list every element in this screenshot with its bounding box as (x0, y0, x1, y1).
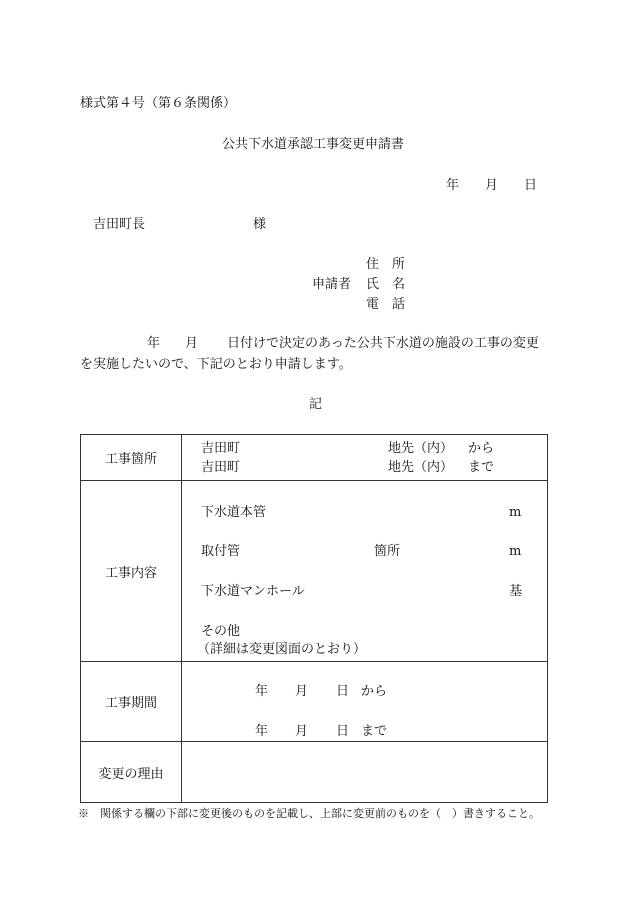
connector-label: 取付管 (201, 544, 241, 559)
period-end-day: 日 (336, 724, 350, 739)
period-start-month: 月 (295, 684, 309, 699)
period-end-month: 月 (295, 724, 309, 739)
main-pipe-label: 下水道本管 (201, 505, 267, 520)
applicant-name-label: 氏 名 (366, 277, 406, 292)
reason-label: 変更の理由 (81, 742, 182, 803)
ki-heading: 記 (309, 397, 323, 412)
other-note: （詳細は変更図面のとおり） (197, 642, 367, 657)
reason-cell[interactable] (182, 742, 548, 803)
document-title: 公共下水道承認工事変更申請書 (222, 137, 405, 152)
period-start-year: 年 (255, 684, 269, 699)
applicant-phone-label: 電 話 (366, 297, 406, 312)
date-year: 年 (446, 178, 460, 193)
period-end-year: 年 (255, 724, 269, 739)
body-year: 年 (147, 336, 161, 351)
applicant-address-label: 住 所 (366, 257, 406, 272)
row-reason (81, 742, 548, 803)
location-town-from: 吉田町 (201, 441, 241, 456)
row-location (81, 435, 548, 481)
addressee: 吉田町長 (93, 217, 146, 232)
period-to: まで (361, 724, 388, 739)
applicant-label: 申請者 (312, 277, 352, 292)
period-from: から (361, 684, 388, 699)
date-day: 日 (524, 178, 538, 193)
manhole-unit: 基 (509, 584, 523, 599)
location-to: まで (468, 460, 495, 475)
footnote: ※ 関係する欄の下部に変更後のものを記載し、上部に変更前のものを（ ）書きすること。 (78, 807, 540, 820)
honorific: 様 (253, 217, 267, 232)
form-table (80, 434, 548, 803)
period-cell[interactable] (182, 662, 548, 742)
connector-count: 箇所 (374, 544, 401, 559)
location-town-to: 吉田町 (201, 460, 241, 475)
row-period (81, 662, 548, 742)
period-start-day: 日 (336, 684, 350, 699)
body-line-1: 日付けで決定のあった公共下水道の施設の工事の変更 (227, 336, 539, 351)
content-cell[interactable] (182, 481, 548, 662)
body-line-2: を実施したいので、下記のとおり申請します。 (80, 357, 352, 372)
location-label: 工事箇所 (81, 435, 182, 481)
form-number: 様式第４号（第６条関係） (80, 96, 237, 111)
connector-unit: m (509, 544, 522, 559)
other-label: その他 (201, 624, 241, 639)
manhole-label: 下水道マンホール (201, 584, 305, 599)
content-label: 工事内容 (81, 481, 182, 662)
date-month: 月 (485, 178, 499, 193)
location-from: から (468, 441, 495, 456)
location-cell[interactable] (182, 435, 548, 481)
row-content (81, 481, 548, 662)
main-pipe-unit: m (509, 505, 522, 520)
location-lot-to: 地先（内） (388, 460, 454, 475)
location-lot-from: 地先（内） (388, 441, 454, 456)
body-month: 月 (185, 336, 199, 351)
period-label: 工事期間 (81, 662, 182, 742)
